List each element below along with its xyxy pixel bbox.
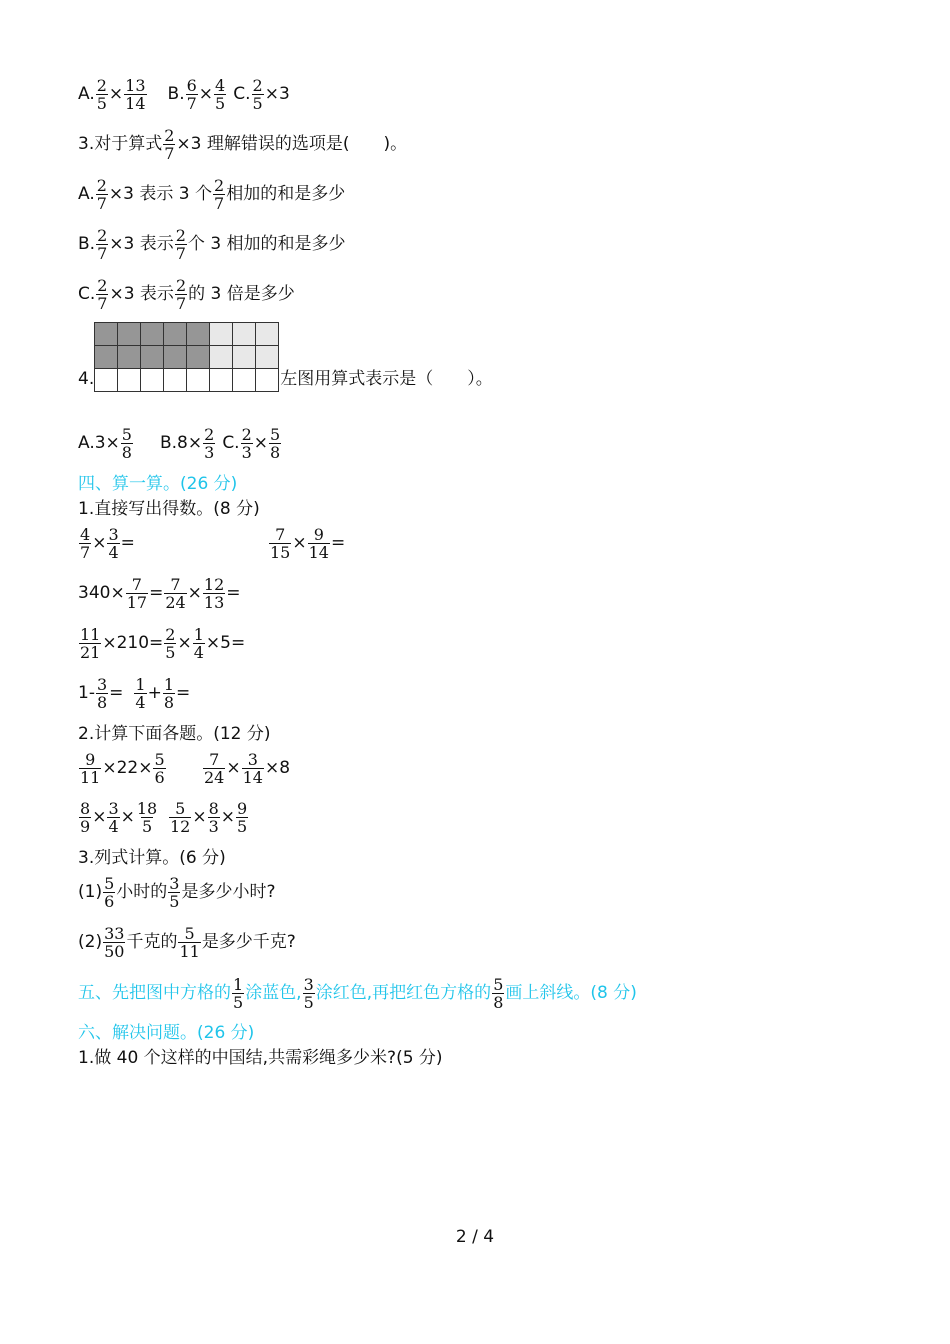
grid-cell-dark bbox=[141, 323, 164, 346]
text-segment: 2.计算下面各题。(12 分) bbox=[78, 724, 271, 744]
fraction bbox=[186, 77, 198, 112]
fraction bbox=[163, 676, 175, 711]
calc-row-4 bbox=[78, 676, 190, 711]
fraction-denominator: 5 bbox=[237, 817, 248, 836]
fraction bbox=[96, 277, 108, 312]
fraction-denominator: 13 bbox=[203, 593, 225, 612]
fraction-denominator: 11 bbox=[80, 768, 101, 787]
text-segment: × bbox=[226, 758, 241, 778]
fraction-numerator: 2 bbox=[97, 276, 108, 295]
text-segment: (1) bbox=[78, 882, 103, 902]
text-segment: 3.对于算式 bbox=[78, 134, 163, 154]
fraction-denominator: 5 bbox=[96, 94, 107, 113]
fraction-numerator: 8 bbox=[208, 799, 219, 818]
fraction-numerator: 9 bbox=[237, 799, 248, 818]
fraction-denominator: 5 bbox=[252, 94, 263, 113]
fraction-numerator: 9 bbox=[85, 750, 96, 769]
fraction-denominator: 17 bbox=[126, 593, 148, 612]
grid-cell-light bbox=[256, 323, 279, 346]
calc-row-2 bbox=[78, 576, 241, 611]
fraction-denominator: 5 bbox=[169, 892, 180, 911]
fraction-numerator: 1 bbox=[163, 675, 175, 694]
section-4-heading bbox=[78, 476, 237, 493]
fraction-denominator: 7 bbox=[97, 294, 108, 313]
fraction bbox=[168, 875, 180, 910]
fraction-denominator: 4 bbox=[135, 693, 146, 712]
fraction-numerator: 2 bbox=[175, 276, 187, 295]
fraction-denominator: 24 bbox=[204, 768, 225, 787]
fraction-numerator: 9 bbox=[313, 525, 324, 544]
fraction bbox=[236, 800, 248, 835]
grid-cell-dark bbox=[95, 323, 118, 346]
text-segment: = bbox=[149, 583, 164, 603]
fraction bbox=[492, 976, 504, 1011]
text-segment: ×8 bbox=[264, 758, 291, 778]
text-segment: (2) bbox=[78, 932, 103, 952]
calc-row-1a bbox=[78, 526, 135, 561]
fraction-denominator: 14 bbox=[308, 543, 329, 562]
fraction-denominator: 11 bbox=[179, 942, 200, 961]
text-segment: × bbox=[108, 84, 124, 104]
grid-cell-white bbox=[95, 369, 118, 392]
fraction-denominator: 6 bbox=[104, 892, 115, 911]
fraction-denominator: 4 bbox=[108, 543, 119, 562]
text-segment: + bbox=[147, 683, 162, 703]
fraction-numerator: 3 bbox=[108, 799, 119, 818]
fraction bbox=[193, 626, 205, 661]
fraction bbox=[79, 626, 101, 661]
text-segment: 涂蓝色, bbox=[245, 983, 302, 1003]
text-segment: 的 3 倍是多少 bbox=[188, 284, 295, 304]
text-segment: A.3× bbox=[78, 433, 120, 453]
grid-cell-dark bbox=[187, 323, 210, 346]
text-segment: 个 3 相加的和是多少 bbox=[187, 234, 346, 254]
text-segment: × bbox=[198, 84, 214, 104]
fraction bbox=[203, 751, 225, 786]
fraction-denominator: 7 bbox=[164, 144, 175, 163]
fraction-denominator: 5 bbox=[303, 993, 314, 1012]
grid-cell-white bbox=[187, 369, 210, 392]
fraction-denominator: 50 bbox=[104, 942, 125, 961]
calc-2-row-2a bbox=[78, 800, 159, 835]
fraction bbox=[136, 800, 158, 835]
text-segment: × bbox=[92, 533, 107, 553]
fraction-denominator: 7 bbox=[186, 94, 197, 113]
fraction-denominator: 3 bbox=[241, 443, 252, 462]
text-segment: 是多少小时? bbox=[181, 882, 276, 902]
section-4-part-3-title bbox=[78, 850, 226, 867]
fraction bbox=[96, 77, 108, 112]
grid-cell-light bbox=[233, 346, 256, 369]
fraction-denominator: 7 bbox=[214, 194, 225, 213]
grid-cell-dark bbox=[118, 323, 141, 346]
text-segment: × bbox=[187, 583, 202, 603]
fraction-numerator: 2 bbox=[96, 176, 107, 195]
text-segment: 4. bbox=[78, 369, 95, 389]
question-4 bbox=[78, 322, 493, 392]
grid-cell-dark bbox=[164, 323, 187, 346]
fraction bbox=[134, 676, 146, 711]
grid-cell-dark bbox=[187, 346, 210, 369]
fraction-numerator: 3 bbox=[247, 750, 258, 769]
grid-cell-white bbox=[233, 369, 256, 392]
fraction-numerator: 1 bbox=[193, 625, 204, 644]
option-b-label: B. bbox=[167, 84, 185, 104]
fraction-numerator: 3 bbox=[169, 874, 180, 893]
q3-option-b bbox=[78, 227, 346, 262]
text-segment: × bbox=[120, 807, 135, 827]
text-segment: = bbox=[120, 533, 135, 553]
text-segment: 是多少千克? bbox=[201, 932, 296, 952]
fraction-numerator: 8 bbox=[80, 799, 91, 818]
fraction-numerator: 2 bbox=[252, 76, 263, 95]
section-4-part-1-title bbox=[78, 501, 260, 518]
q3-option-c bbox=[78, 277, 295, 312]
fraction bbox=[303, 976, 315, 1011]
grid-cell-white bbox=[256, 369, 279, 392]
fraction-numerator: 4 bbox=[215, 76, 226, 95]
text-segment: A. bbox=[78, 184, 95, 204]
fraction-numerator: 2 bbox=[165, 625, 176, 644]
text-segment: = bbox=[330, 533, 346, 553]
fraction-denominator: 21 bbox=[80, 643, 101, 662]
text-segment: ×3 表示 bbox=[109, 234, 174, 254]
word-problem-2 bbox=[78, 925, 296, 960]
fraction-denominator: 5 bbox=[141, 817, 153, 836]
grid-cell-dark bbox=[118, 346, 141, 369]
fraction-numerator: 2 bbox=[96, 76, 107, 95]
fraction bbox=[96, 676, 108, 711]
grid-cell-white bbox=[141, 369, 164, 392]
text-segment: 小时的 bbox=[116, 882, 168, 902]
calc-2-row-1b bbox=[202, 751, 290, 786]
text-segment: C. bbox=[78, 284, 96, 304]
fraction-numerator: 7 bbox=[131, 575, 142, 594]
calc-2-row-1a bbox=[78, 751, 167, 786]
fraction-numerator: 18 bbox=[136, 799, 158, 818]
fraction-numerator: 7 bbox=[209, 750, 220, 769]
text-segment: ×3 表示 3 个 bbox=[108, 184, 213, 204]
fraction-denominator: 8 bbox=[96, 693, 108, 712]
fraction bbox=[103, 875, 115, 910]
text-segment: 340× bbox=[78, 583, 125, 603]
fraction bbox=[232, 976, 244, 1011]
q2-options bbox=[78, 77, 290, 112]
fraction-denominator: 8 bbox=[270, 443, 281, 462]
fraction bbox=[79, 526, 91, 561]
fraction-numerator: 2 bbox=[164, 126, 175, 145]
fraction-denominator: 5 bbox=[165, 643, 176, 662]
text-segment: 相加的和是多少 bbox=[226, 184, 346, 204]
fraction-denominator: 24 bbox=[165, 593, 186, 612]
fraction bbox=[252, 77, 264, 112]
shaded-grid-figure bbox=[94, 322, 279, 392]
calc-row-3 bbox=[78, 626, 245, 661]
fraction-denominator: 3 bbox=[208, 817, 219, 836]
grid-cell-white bbox=[164, 369, 187, 392]
fraction-numerator: 5 bbox=[104, 874, 115, 893]
q3-option-a bbox=[78, 177, 345, 212]
text-segment: 画上斜线。(8 分) bbox=[505, 983, 637, 1003]
grid-cell-white bbox=[118, 369, 141, 392]
fraction-numerator: 13 bbox=[125, 76, 146, 95]
fraction-numerator: 6 bbox=[186, 76, 197, 95]
text-segment: 六、解决问题。(26 分) bbox=[78, 1023, 255, 1043]
fraction bbox=[121, 426, 133, 461]
fraction-numerator: 12 bbox=[203, 575, 225, 594]
fraction-numerator: 5 bbox=[184, 924, 195, 943]
fraction-numerator: 3 bbox=[303, 975, 314, 994]
fraction-numerator: 7 bbox=[275, 525, 286, 544]
fraction bbox=[178, 925, 200, 960]
fraction-numerator: 7 bbox=[170, 575, 181, 594]
calc-row-1b bbox=[268, 526, 345, 561]
text-segment: ×3 bbox=[264, 84, 290, 104]
grid-cell-white bbox=[210, 369, 233, 392]
text-segment: 涂红色,再把红色方格的 bbox=[315, 983, 492, 1003]
text-segment: 左图用算式表示是（ ）。 bbox=[280, 369, 493, 389]
text-segment: × bbox=[92, 807, 107, 827]
text-segment: × bbox=[177, 633, 192, 653]
word-problem-1 bbox=[78, 875, 276, 910]
fraction-denominator: 14 bbox=[125, 94, 146, 113]
option-c-label: C. bbox=[233, 84, 251, 104]
fraction-numerator: 5 bbox=[175, 799, 186, 818]
fraction bbox=[308, 526, 330, 561]
fraction bbox=[103, 925, 125, 960]
section-6-heading bbox=[78, 1025, 254, 1042]
text-segment: 3.列式计算。(6 分) bbox=[78, 848, 226, 868]
q4-options bbox=[78, 426, 282, 461]
fraction bbox=[124, 77, 146, 112]
fraction-numerator: 2 bbox=[214, 176, 225, 195]
fraction-denominator: 7 bbox=[80, 543, 91, 562]
fraction-numerator: 11 bbox=[80, 625, 101, 644]
fraction bbox=[208, 800, 220, 835]
text-segment: B. bbox=[78, 234, 96, 254]
fraction-numerator: 2 bbox=[175, 226, 186, 245]
text-segment: B.8× bbox=[159, 433, 203, 453]
fraction bbox=[269, 426, 281, 461]
text-segment: = bbox=[226, 583, 241, 603]
fraction bbox=[126, 576, 148, 611]
fraction bbox=[153, 751, 165, 786]
text-segment: ×22× bbox=[102, 758, 153, 778]
fraction-numerator: 33 bbox=[104, 924, 125, 943]
text-segment: ×3 理解错误的选项是( )。 bbox=[176, 134, 408, 154]
fraction-denominator: 7 bbox=[175, 244, 186, 263]
section-4-part-2-title bbox=[78, 726, 271, 743]
fraction-denominator: 8 bbox=[121, 443, 132, 462]
fraction-numerator: 4 bbox=[80, 525, 91, 544]
section-5-heading bbox=[78, 976, 637, 1011]
fraction-denominator: 8 bbox=[493, 993, 504, 1012]
fraction-denominator: 4 bbox=[193, 643, 204, 662]
fraction-numerator: 2 bbox=[97, 226, 108, 245]
grid-cell-dark bbox=[164, 346, 187, 369]
text-segment: ×210= bbox=[102, 633, 164, 653]
fraction-numerator: 3 bbox=[96, 675, 108, 694]
fraction bbox=[242, 751, 264, 786]
fraction bbox=[164, 626, 176, 661]
fraction bbox=[269, 526, 291, 561]
calc-2-row-2b bbox=[168, 800, 249, 835]
text-segment: × bbox=[220, 807, 236, 827]
section-6-problem-1 bbox=[78, 1050, 443, 1067]
fraction bbox=[107, 800, 119, 835]
fraction bbox=[107, 526, 119, 561]
text-segment: 四、算一算。(26 分) bbox=[78, 474, 238, 494]
fraction bbox=[96, 177, 108, 212]
fraction-denominator: 15 bbox=[270, 543, 291, 562]
fraction-numerator: 5 bbox=[493, 975, 504, 994]
text-segment: 1.做 40 个这样的中国结,共需彩绳多少米?(5 分) bbox=[78, 1048, 443, 1068]
grid-cell-light bbox=[210, 323, 233, 346]
grid-cell-light bbox=[210, 346, 233, 369]
fraction-denominator: 12 bbox=[170, 817, 191, 836]
text-segment: ×3 表示 bbox=[109, 284, 174, 304]
fraction-numerator: 1 bbox=[135, 675, 146, 694]
text-segment: = bbox=[109, 683, 124, 703]
text-segment: × bbox=[192, 807, 207, 827]
fraction-denominator: 6 bbox=[154, 768, 165, 787]
grid-cell-dark bbox=[95, 346, 118, 369]
text-segment: × bbox=[253, 433, 269, 453]
fraction bbox=[214, 77, 226, 112]
fraction-denominator: 3 bbox=[204, 443, 215, 462]
fraction-numerator: 2 bbox=[241, 425, 252, 444]
option-a-label: A. bbox=[78, 84, 95, 104]
text-segment: 千克的 bbox=[126, 932, 178, 952]
page-number: 2 / 4 bbox=[455, 1227, 495, 1247]
fraction-denominator: 7 bbox=[175, 294, 187, 313]
text-segment: 1- bbox=[78, 683, 95, 703]
fraction bbox=[203, 576, 225, 611]
text-segment: = bbox=[176, 683, 191, 703]
fraction bbox=[175, 227, 187, 262]
fraction bbox=[79, 751, 101, 786]
fraction bbox=[79, 800, 91, 835]
question-3 bbox=[78, 127, 407, 162]
fraction-numerator: 1 bbox=[233, 975, 244, 994]
text-segment: 1.直接写出得数。(8 分) bbox=[78, 499, 260, 519]
fraction-denominator: 9 bbox=[80, 817, 91, 836]
fraction-denominator: 14 bbox=[242, 768, 263, 787]
grid-cell-light bbox=[256, 346, 279, 369]
grid-cell-light bbox=[233, 323, 256, 346]
fraction-numerator: 2 bbox=[204, 425, 215, 444]
fraction bbox=[96, 227, 108, 262]
fraction bbox=[163, 127, 175, 162]
fraction bbox=[213, 177, 225, 212]
fraction bbox=[175, 277, 187, 312]
fraction-denominator: 7 bbox=[97, 244, 108, 263]
fraction bbox=[164, 576, 186, 611]
fraction-denominator: 7 bbox=[96, 194, 107, 213]
fraction-denominator: 5 bbox=[215, 94, 226, 113]
fraction-numerator: 5 bbox=[270, 425, 281, 444]
text-segment: ×5= bbox=[205, 633, 246, 653]
fraction-denominator: 4 bbox=[108, 817, 119, 836]
fraction bbox=[169, 800, 191, 835]
fraction bbox=[241, 426, 253, 461]
fraction bbox=[203, 426, 215, 461]
fraction-numerator: 5 bbox=[121, 425, 132, 444]
text-segment: × bbox=[292, 533, 307, 553]
fraction-numerator: 5 bbox=[154, 750, 165, 769]
fraction-denominator: 5 bbox=[233, 993, 244, 1012]
fraction-numerator: 3 bbox=[108, 525, 119, 544]
text-segment: 五、先把图中方格的 bbox=[78, 983, 231, 1003]
text-segment: C. bbox=[222, 433, 240, 453]
grid-cell-dark bbox=[141, 346, 164, 369]
fraction-denominator: 8 bbox=[163, 693, 175, 712]
